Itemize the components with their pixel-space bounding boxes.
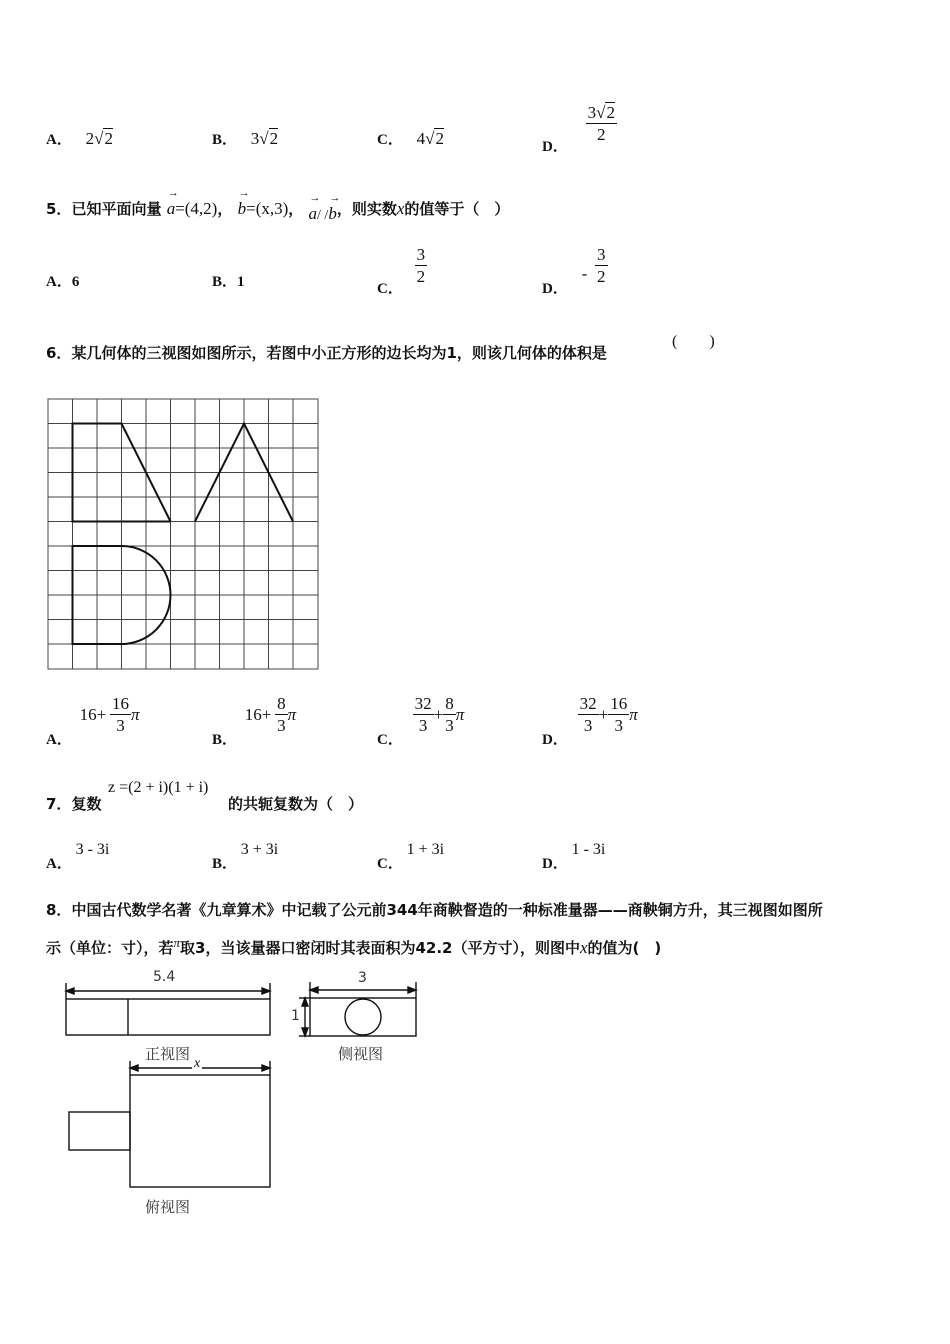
q8-stem-line-2: [46, 937, 661, 958]
q4-d-fraction: [586, 104, 617, 143]
vec-b-symbol: b: [237, 199, 247, 218]
vector-arrow-icon: →: [309, 192, 321, 204]
q5-option-c[interactable]: [377, 245, 427, 297]
q7-number-text: [46, 793, 101, 814]
question-number: 8．: [46, 901, 72, 919]
numerator: 32: [579, 694, 597, 713]
numerator: 8: [445, 694, 454, 713]
option-label: A．: [46, 274, 72, 290]
q7-option-b[interactable]: [212, 838, 279, 872]
coef: 4: [416, 129, 426, 148]
top-view-caption: 俯视图: [145, 1198, 191, 1216]
q6-c-fraction-2: [443, 695, 456, 734]
numerator: 3: [416, 245, 426, 264]
answer-bracket: ( ): [672, 333, 715, 350]
pi-symbol: π: [455, 704, 465, 724]
denominator: 3: [116, 716, 125, 735]
denominator: 3: [445, 716, 454, 735]
option-value: 6: [71, 274, 80, 290]
q8-stem-line-1: [46, 899, 823, 920]
question-number: 6．: [46, 344, 72, 362]
top-dimension-label: x: [194, 1056, 201, 1071]
q7-text-1: 复数: [71, 795, 102, 813]
pi-symbol: π: [629, 704, 638, 724]
coef: 2: [85, 129, 95, 148]
option-label: D．: [542, 856, 568, 872]
q5-option-d[interactable]: [542, 245, 608, 297]
pi-symbol: π: [130, 704, 140, 724]
q6-stem: [46, 342, 607, 363]
top-view-main-rect: [130, 1075, 270, 1187]
integer-part: 16: [79, 704, 97, 724]
plus-sign: +: [96, 704, 107, 724]
numerator: 8: [277, 694, 286, 713]
q4-option-c[interactable]: [377, 128, 444, 149]
vec-b-value: =(x,3): [246, 199, 289, 218]
option-label: B．: [212, 132, 238, 148]
plus-sign: +: [598, 704, 609, 724]
option-value: 3 - 3i: [75, 841, 110, 858]
pi-symbol: π: [173, 935, 181, 950]
q8-var: x: [579, 938, 588, 957]
radicand: 2: [606, 103, 615, 122]
plus-sign: +: [433, 704, 444, 724]
denominator: 3: [277, 716, 286, 735]
separator: ，: [288, 200, 304, 218]
denominator: 2: [416, 267, 426, 286]
q7-text-2: 的共轭复数为（ ）: [228, 795, 364, 813]
question-number: 5．: [46, 200, 72, 218]
height-dimension-label: 1: [291, 1008, 300, 1024]
q4-a-value: 2√2: [85, 129, 113, 148]
q4-c-value: 4√2: [416, 129, 444, 148]
q6-option-a[interactable]: [46, 694, 140, 748]
coef: 3: [587, 103, 597, 122]
separator: ，: [217, 200, 233, 218]
option-label: B．: [212, 731, 238, 748]
grid-lines: [48, 399, 318, 669]
top-view-handle: [69, 1112, 130, 1150]
integer-part: 16: [244, 704, 262, 724]
q6-a-fraction: [110, 695, 131, 734]
option-label: D．: [542, 138, 568, 155]
vector-arrow-icon: →: [238, 187, 250, 199]
radicand: 2: [269, 129, 279, 148]
q6-b-fraction: [275, 695, 288, 734]
q5-stem: [46, 187, 510, 223]
q5-var: x: [396, 199, 405, 218]
option-label: A．: [46, 731, 72, 748]
option-value: 3 + 3i: [240, 841, 279, 858]
q4-option-b[interactable]: [212, 128, 278, 149]
denominator: 2: [597, 125, 606, 144]
numerator: 3: [597, 245, 606, 264]
q6-text: 某几何体的三视图如图所示，若图中小正方形的边长均为1，则该几何体的体积是: [71, 344, 607, 362]
option-label: C．: [377, 731, 403, 748]
option-value: 1 + 3i: [406, 841, 445, 858]
parallel-b: b: [328, 204, 337, 223]
numerator: 16: [610, 694, 628, 713]
denominator: 3: [614, 716, 623, 735]
q6-d-fraction-1: [578, 695, 599, 734]
vector-arrow-icon: →: [167, 187, 179, 199]
option-label: B．: [212, 856, 238, 872]
view-outlines: [73, 424, 294, 645]
q7-option-d[interactable]: [542, 838, 606, 872]
option-label: A．: [46, 856, 72, 872]
front-view-outline: [66, 999, 270, 1035]
q6-option-c[interactable]: [377, 694, 465, 748]
q5-text-2: ，则实数: [336, 200, 397, 218]
numerator: 16: [111, 694, 129, 713]
side-dimension-label: 3: [358, 970, 367, 986]
numerator: 3√2: [587, 103, 615, 122]
q5-option-b[interactable]: [212, 270, 245, 291]
vector-arrow-icon: →: [329, 192, 341, 204]
q6-d-fraction-2: [608, 695, 629, 734]
option-label: B．: [212, 274, 238, 290]
parallel-symbol: / /: [317, 208, 329, 223]
option-label: A．: [46, 132, 72, 148]
pi-symbol: π: [287, 704, 297, 724]
q5-vec-a: [166, 187, 218, 218]
q6-option-b[interactable]: [212, 694, 297, 748]
option-label: C．: [377, 132, 403, 148]
side-view-outline: [310, 998, 416, 1036]
numerator: 32: [414, 694, 432, 713]
option-label: C．: [377, 280, 403, 297]
q5-vec-b: [237, 187, 289, 218]
q7-option-c[interactable]: [377, 838, 445, 872]
plus-sign: +: [261, 704, 272, 724]
option-value: 1 - 3i: [571, 841, 606, 858]
side-view-caption: 侧视图: [338, 1045, 384, 1063]
vec-a-value: =(4,2): [175, 199, 218, 218]
q6-option-d[interactable]: [542, 694, 638, 748]
minus-sign: -: [581, 263, 588, 283]
q4-b-value: 3√2: [250, 129, 279, 148]
question-number: 7．: [46, 795, 72, 813]
option-label: D．: [542, 731, 568, 748]
option-value: 1: [237, 274, 245, 290]
three-view-grid-figure: [47, 398, 320, 671]
option-label: D．: [542, 280, 568, 297]
coef: 3: [250, 129, 260, 148]
bronze-vessel-three-views: [55, 965, 435, 1225]
radicand: 2: [104, 129, 113, 148]
denominator: 3: [418, 716, 428, 735]
q4-option-a[interactable]: [46, 128, 113, 149]
q5-option-a[interactable]: [46, 270, 79, 291]
q7-formula: z =(2 + i)(1 + i): [108, 779, 209, 796]
radicand: 2: [435, 129, 444, 148]
denominator: 2: [597, 267, 606, 286]
denominator: 3: [583, 716, 593, 735]
q8-line-2a: 示（单位：寸），若: [46, 939, 174, 957]
vec-a-symbol: a: [166, 199, 176, 218]
front-dimension-label: 5.4: [153, 969, 176, 985]
q5-text-1: 已知平面向量: [71, 200, 162, 218]
q5-text-3: 的值等于（ ）: [404, 200, 510, 218]
q8-line-1: 中国古代数学名著《九章算术》中记载了公元前344年商鞅督造的一种标准量器——商鞅铜方升，其三视图如图所: [71, 901, 823, 919]
front-view-caption: 正视图: [145, 1045, 191, 1063]
q5-c-fraction: [415, 246, 428, 285]
side-view-circle: [345, 999, 381, 1035]
q6-c-fraction-1: [413, 695, 434, 734]
q7-option-a[interactable]: [46, 838, 110, 872]
option-label: C．: [377, 856, 403, 872]
q4-option-d[interactable]: [542, 103, 617, 155]
q8-line-2c: 的值为( ): [587, 939, 662, 957]
q5-parallel: [308, 192, 341, 223]
parallel-a: a: [308, 204, 318, 223]
q5-d-fraction: [595, 246, 608, 285]
q8-line-2b: 取3，当该量器口密闭时其表面积为42.2（平方寸），则图中: [180, 939, 580, 957]
